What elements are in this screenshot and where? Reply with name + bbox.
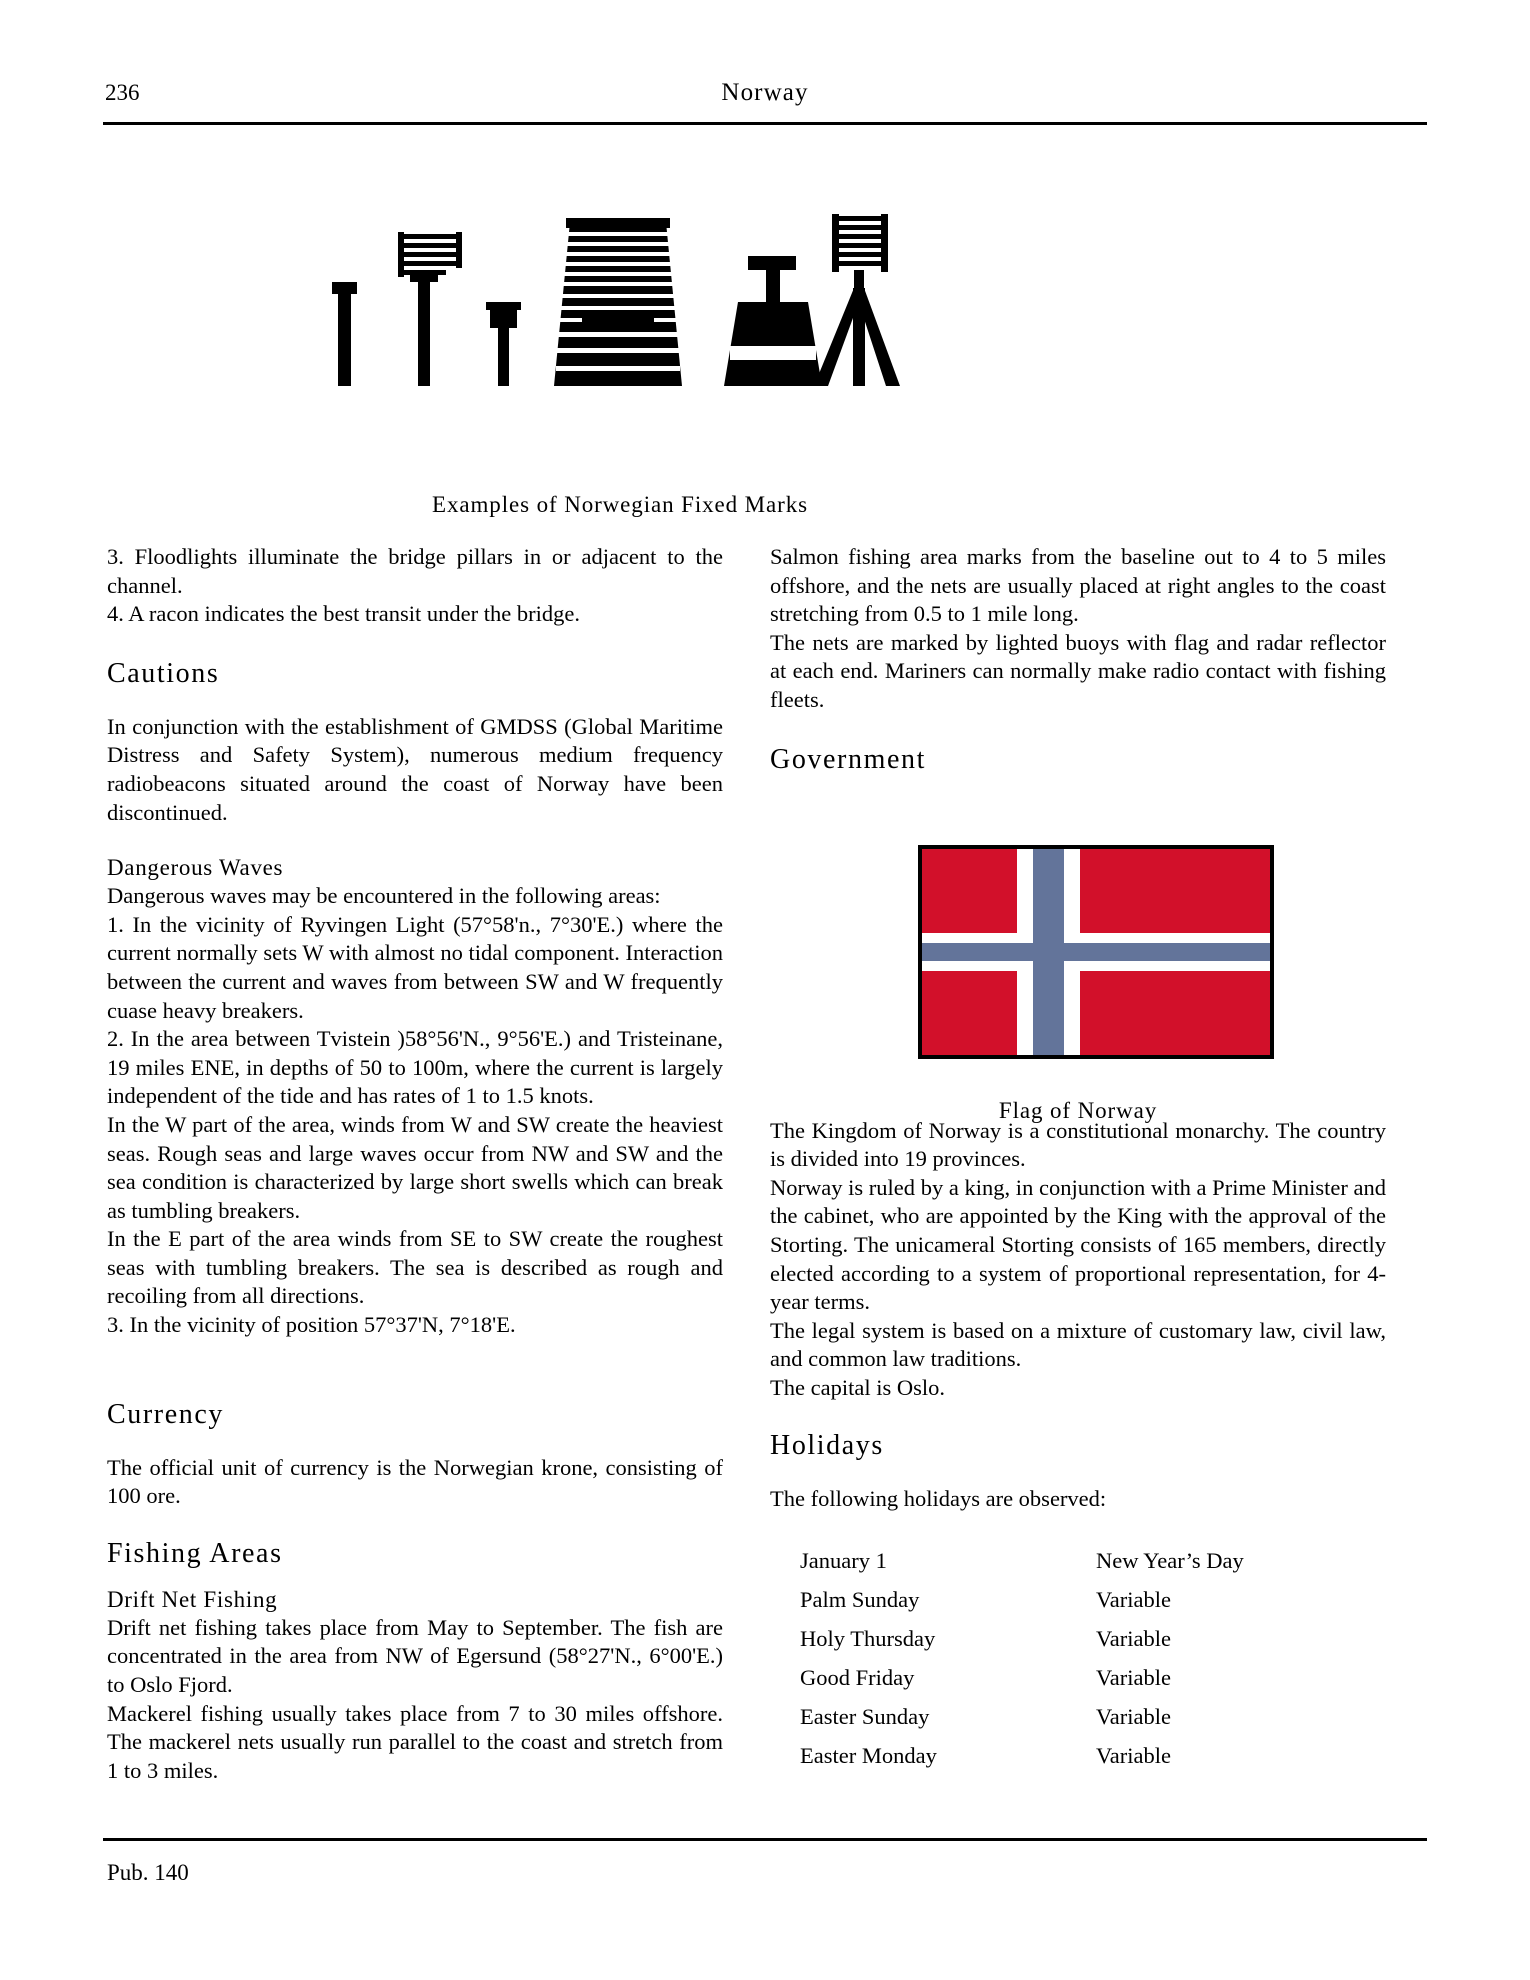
spacer bbox=[107, 1432, 723, 1454]
holidays-row bbox=[800, 1626, 1370, 1665]
holiday-name: Variable bbox=[1096, 1743, 1171, 1768]
holiday-name: Variable bbox=[1096, 1665, 1171, 1690]
spacer bbox=[770, 715, 1386, 743]
paragraph-government-2: Norway is ruled by a king, in conjunction with a Prime Minister and the cabinet, who are appointed by the King with the approval of the Storting. The unicameral Storting consists of 165 members, directly elected according to a system of proportional representation, for 4-year terms. bbox=[770, 1174, 1386, 1315]
figure-norwegian-fixed-marks bbox=[330, 210, 910, 470]
spacer bbox=[107, 827, 723, 853]
holiday-name: Variable bbox=[1096, 1626, 1171, 1651]
publication-number: Pub. 140 bbox=[107, 1860, 189, 1885]
holidays-table bbox=[800, 1548, 1370, 1782]
holidays-row bbox=[800, 1743, 1370, 1782]
paragraph-holidays-intro: The following holidays are observed: bbox=[770, 1485, 1107, 1511]
figure-caption-fixed-marks: Examples of Norwegian Fixed Marks bbox=[432, 492, 808, 517]
holidays-row bbox=[800, 1665, 1370, 1704]
heading-fishing-areas: Fishing Areas bbox=[107, 1537, 283, 1569]
paragraph-item-3: 3. Floodlights illuminate the bridge pillars in or adjacent to the channel. bbox=[107, 544, 723, 598]
holidays-row bbox=[800, 1587, 1370, 1626]
flag-of-norway-graphic bbox=[918, 845, 1274, 1059]
paragraph-drift-net-body: Drift net fishing takes place from May to September. The fish are concentrated in the area from NW of Egersund (58°27'N., 6°00'E.) to Oslo Fjord. bbox=[107, 1614, 723, 1698]
holidays-row bbox=[800, 1548, 1370, 1587]
holidays-table-body bbox=[800, 1548, 1370, 1782]
paragraph-dw-east: In the E part of the area winds from SE to SW create the roughest seas with tumbling breakers. The sea is described as rough and recoiling from all directions. bbox=[107, 1226, 723, 1309]
spacer bbox=[107, 1340, 723, 1398]
paragraph-cautions-body: In conjunction with the establishment of GMDSS (Global Maritime Distress and Safety System), numerous medium frequency radiobeacons situated around the coast of Norway have been discontinued. bbox=[107, 713, 723, 825]
paragraph-government-3: The legal system is based on a mixture of customary law, civil law, and common law traditions. bbox=[770, 1317, 1386, 1372]
spacer bbox=[107, 1511, 723, 1537]
holiday-date: January 1 bbox=[800, 1548, 887, 1573]
header-rule bbox=[103, 122, 1427, 125]
paragraph-salmon: Salmon fishing area marks from the baseline out to 4 to 5 miles offshore, and the nets are usually placed at right angles to the coast stretching from 0.5 to 1 mile long. bbox=[770, 544, 1386, 627]
paragraph-item-4: 4. A racon indicates the best transit under the bridge. bbox=[107, 601, 580, 627]
footer-rule bbox=[103, 1838, 1427, 1841]
paragraph-dw-item-2: 2. In the area between Tvistein )58°56'N., 9°56'E.) and Tristeinane, 19 miles ENE, in depths of 50 to 100m, where the current is largely independent of the tide and has rates of 1 to 1.5 knots. bbox=[107, 1026, 723, 1109]
subheading-dangerous-waves: Dangerous Waves bbox=[107, 855, 284, 881]
spacer bbox=[107, 1571, 723, 1585]
holiday-date: Good Friday bbox=[800, 1665, 915, 1690]
paragraph-mackerel-body: Mackerel fishing usually takes place from 7 to 30 miles offshore. The mackerel nets usually run parallel to the coast and stretch from 1 to 3 miles. bbox=[107, 1700, 723, 1783]
paragraph-government-4: The capital is Oslo. bbox=[770, 1374, 945, 1400]
running-head bbox=[105, 78, 1425, 112]
holiday-date: Easter Sunday bbox=[800, 1704, 930, 1729]
holiday-name: Variable bbox=[1096, 1587, 1171, 1612]
figure-flag-of-norway bbox=[918, 845, 1274, 1059]
heading-cautions: Cautions bbox=[107, 657, 220, 689]
spacer bbox=[107, 629, 723, 657]
heading-holidays: Holidays bbox=[770, 1429, 884, 1461]
subheading-drift-net-fishing: Drift Net Fishing bbox=[107, 1586, 278, 1612]
page-number: 236 bbox=[105, 80, 140, 105]
paragraph-government-1: The Kingdom of Norway is a constitutional monarchy. The country is divided into 19 provinces. bbox=[770, 1117, 1386, 1172]
paragraph-dangerous-waves-intro: Dangerous waves may be encountered in the following areas: bbox=[107, 883, 661, 909]
paragraph-dw-item-1: 1. In the vicinity of Ryvingen Light (57°58'n., 7°30'E.) where the current normally sets W with almost no tidal component. Interaction between the current and waves from between SW and W frequently cuase heavy breakers. bbox=[107, 911, 723, 1023]
spacer bbox=[107, 691, 723, 713]
holiday-date: Easter Monday bbox=[800, 1743, 937, 1768]
running-title: Norway bbox=[721, 79, 809, 106]
figure-caption-flag: Flag of Norway bbox=[998, 1098, 1158, 1123]
holiday-name: New Year’s Day bbox=[1096, 1548, 1244, 1573]
holidays-row bbox=[800, 1704, 1370, 1743]
paragraph-dw-item-3: 3. In the vicinity of position 57°37'N, 7°18'E. bbox=[107, 1312, 516, 1338]
paragraph-nets: The nets are marked by lighted buoys with flag and radar reflector at each end. Mariners can normally make radio contact with fishing fleets. bbox=[770, 629, 1386, 712]
heading-currency: Currency bbox=[107, 1398, 224, 1430]
holiday-date: Palm Sunday bbox=[800, 1587, 920, 1612]
holiday-date: Holy Thursday bbox=[800, 1626, 936, 1651]
body-column-left bbox=[107, 543, 723, 1785]
holiday-name: Variable bbox=[1096, 1704, 1171, 1729]
spacer bbox=[770, 1403, 1386, 1429]
heading-government: Government bbox=[770, 743, 926, 775]
spacer bbox=[770, 1463, 1386, 1485]
paragraph-dw-west: In the W part of the area, winds from W and SW create the heaviest seas. Rough seas and large waves occur from NW and SW and the sea condition is characterized by large short swells which can break as tumbling breakers. bbox=[107, 1111, 723, 1223]
fixed-marks-illustration bbox=[330, 210, 910, 470]
flag-blue-horizontal-band bbox=[922, 943, 1270, 962]
paragraph-currency-body: The official unit of currency is the Norwegian krone, consisting of 100 ore. bbox=[107, 1454, 723, 1509]
